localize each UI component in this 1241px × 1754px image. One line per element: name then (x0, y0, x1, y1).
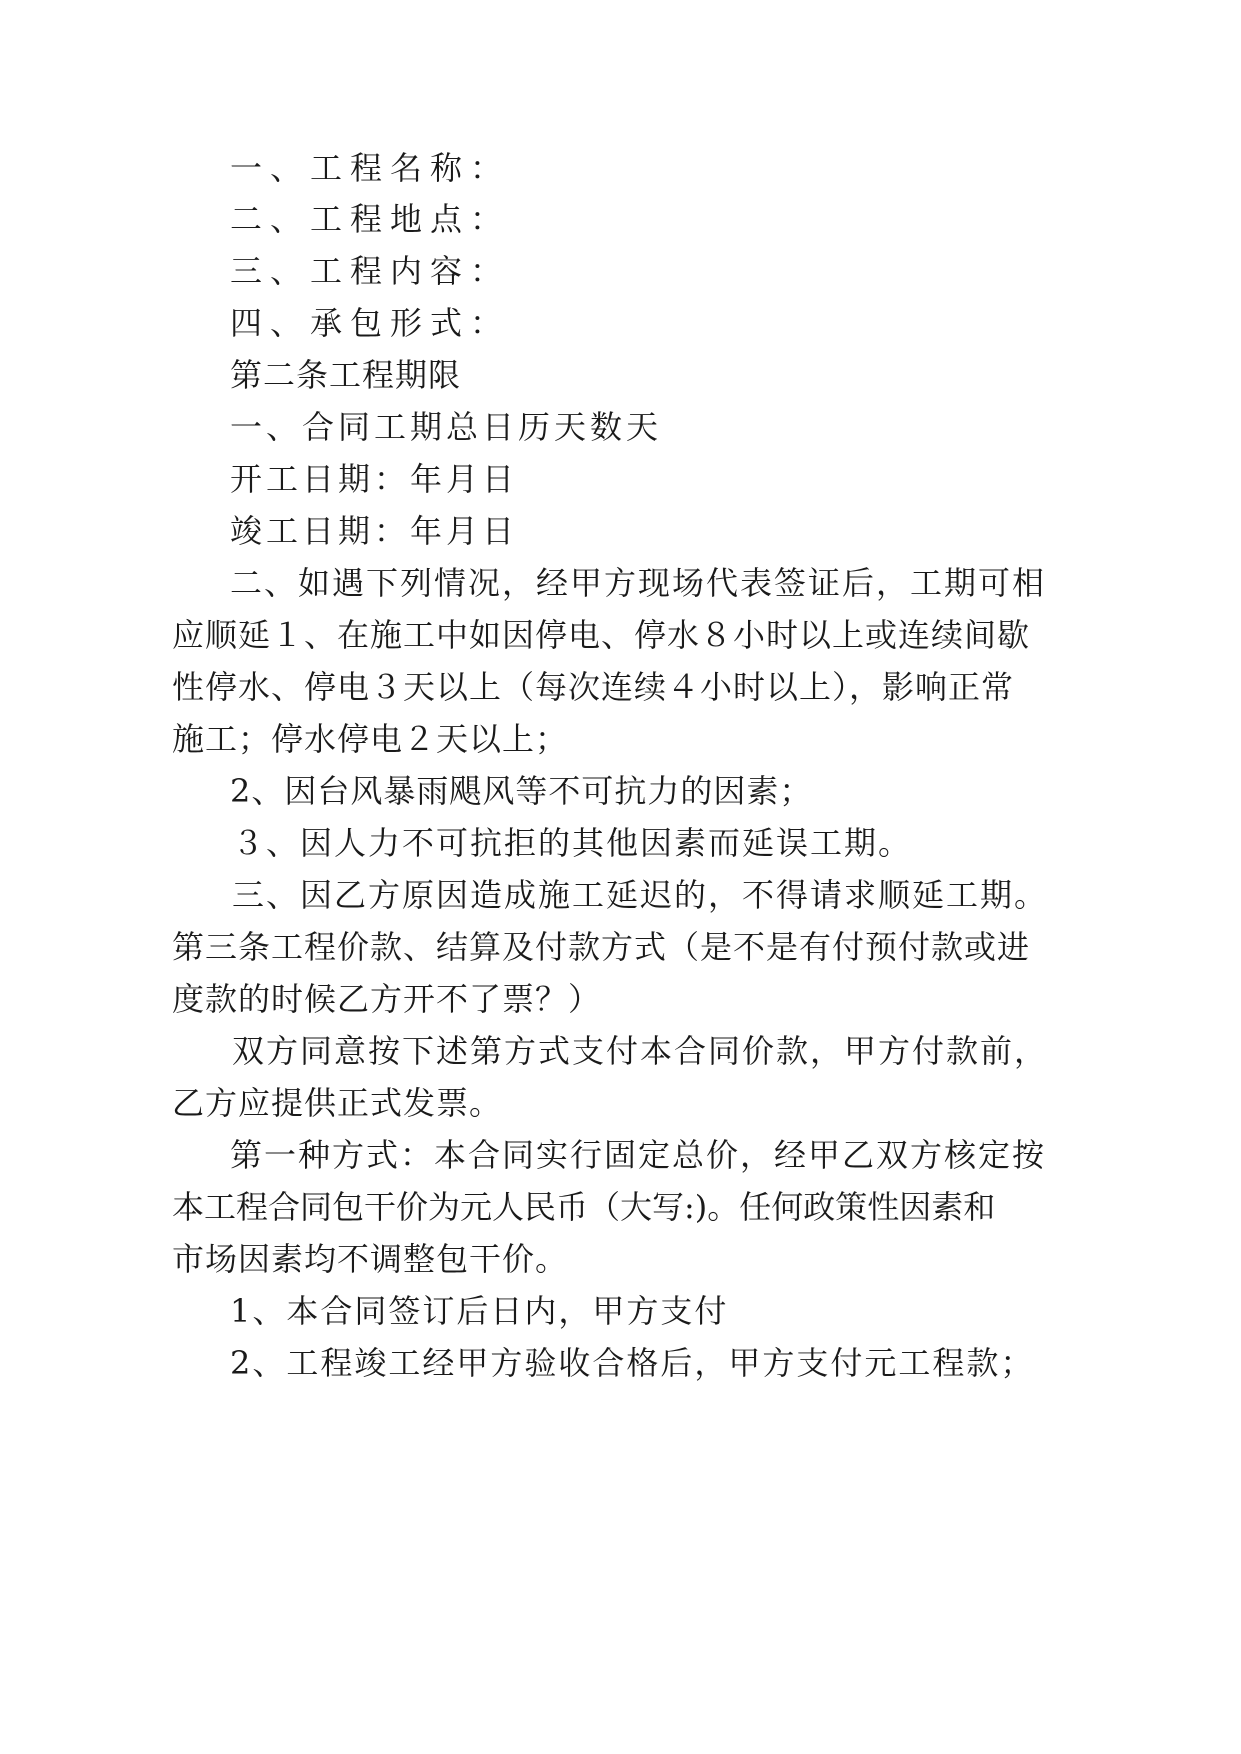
item-force-majeure: 2、因台风暴雨飓风等不可抗力的因素； (230, 772, 813, 810)
item-payment-after-signing: 1、本合同签订后日内，甲方支付 (230, 1292, 729, 1330)
item-human-factors: ３、因人力不可抗拒的其他因素而延误工期。 (232, 824, 913, 862)
paragraph-extension-line-1: 二、如遇下列情况，经甲方现场代表签证后，工期可相 (230, 564, 1047, 602)
item-project-name: 一、工程名称： (230, 149, 511, 187)
paragraph-fixed-price-line-1: 第一种方式：本合同实行固定总价，经甲乙双方核定按 (230, 1136, 1047, 1174)
item-contract-duration: 一、合同工期总日历天数天 (230, 408, 663, 446)
item-payment-after-acceptance: 2、工程竣工经甲方验收合格后，甲方支付元工程款； (230, 1344, 1035, 1382)
item-start-date: 开工日期：年月日 (230, 460, 519, 498)
paragraph-payment-method-line-1: 双方同意按下述第方式支付本合同价款，甲方付款前， (232, 1032, 1049, 1070)
item-project-location: 二、工程地点： (230, 200, 511, 238)
paragraph-extension-line-3: 性停水、停电３天以上（每次连续４小时以上），影响正常 (172, 668, 1015, 706)
section-heading-article-3-line-2: 度款的时候乙方开不了票？） (172, 980, 602, 1018)
paragraph-fixed-price-line-3: 市场因素均不调整包干价。 (172, 1240, 569, 1278)
paragraph-fixed-price-line-2: 本工程合同包干价为元人民币（大写:)。任何政策性因素和 (172, 1188, 996, 1226)
section-heading-article-2: 第二条工程期限 (230, 356, 462, 394)
paragraph-contractor-delay: 三、因乙方原因造成施工延迟的，不得请求顺延工期。 (232, 876, 1049, 914)
item-project-content: 三、工程内容： (230, 252, 511, 290)
paragraph-extension-line-2: 应顺延１、在施工中如因停电、停水８小时以上或连续间歇 (172, 616, 1031, 654)
paragraph-extension-line-4: 施工；停水停电２天以上； (172, 720, 569, 758)
item-completion-date: 竣工日期：年月日 (230, 512, 519, 550)
paragraph-payment-method-line-2: 乙方应提供正式发票。 (172, 1084, 503, 1122)
item-contract-form: 四、承包形式： (230, 304, 511, 342)
section-heading-article-3-line-1: 第三条工程价款、结算及付款方式（是不是有付预付款或进 (172, 928, 1031, 966)
